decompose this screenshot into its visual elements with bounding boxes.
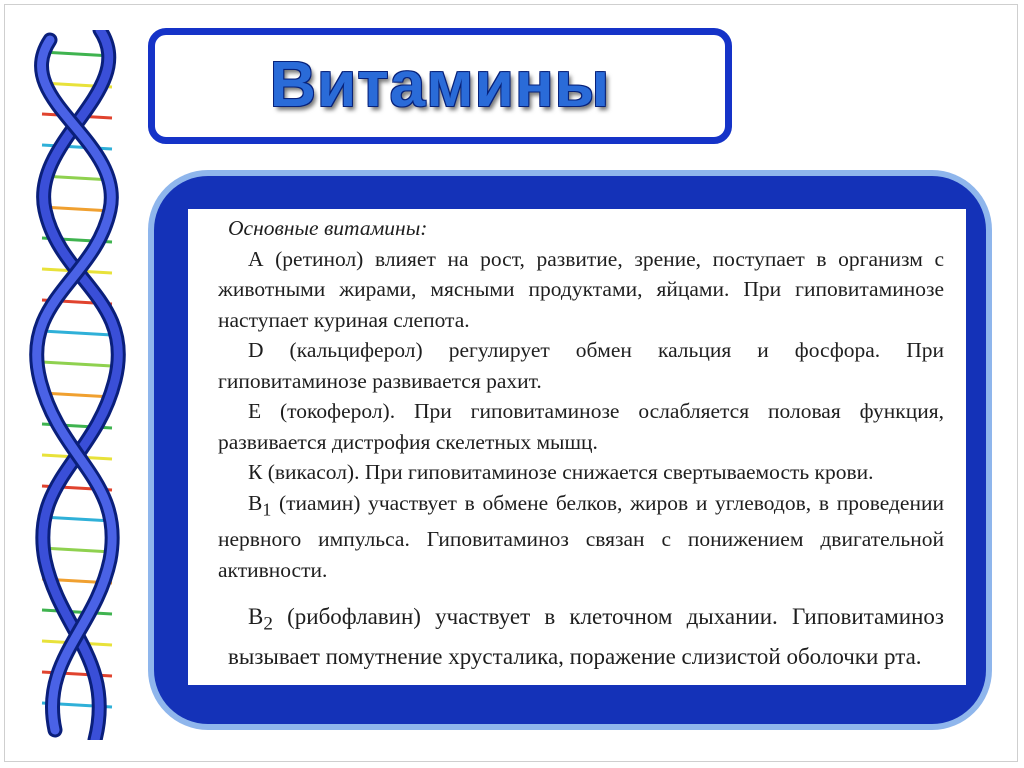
vitamin-a-paragraph: А (ретинол) влияет на рост, развитие, зрение, поступает в организм с животными жирами, мясными продуктами, яйцами. При гиповитаминозе наступает куриная слепота. — [218, 246, 944, 332]
dna-rung — [42, 610, 112, 614]
vitamin-b2-paragraph — [228, 601, 944, 673]
title-banner — [148, 28, 732, 144]
vitamin-e-paragraph: Е (токоферол). При гиповитаминозе ослабляется половая функция, развивается дистрофия скелетных мышц. — [218, 399, 944, 454]
b1-label: В — [248, 490, 263, 515]
text-scan-lower — [218, 595, 944, 673]
b1-text: (тиамин) участвует в обмене белков, жиров и углеводов, в проведении нервного импульса. Гиповитаминоз связан с понижением двигательной активности. — [218, 490, 944, 582]
dna-rung — [42, 362, 112, 366]
section-heading: Основные витамины: — [228, 216, 428, 240]
dna-rung — [42, 331, 112, 335]
slide-title: Витамины — [269, 48, 611, 120]
dna-rung — [42, 517, 112, 521]
dna-rung — [42, 548, 112, 552]
b2-label: В — [248, 604, 264, 629]
b2-text: (рибофлавин) участвует в клеточном дыхании. Гиповитаминоз вызывает помутнение хрусталика, поражение слизистой оболочки рта. — [228, 604, 944, 669]
dna-helix-icon — [20, 30, 130, 740]
text-scan-upper — [218, 213, 944, 595]
vitamin-k-paragraph: К (викасол). При гиповитаминозе снижается свертываемость крови. — [248, 460, 874, 484]
b1-subscript: 1 — [262, 498, 272, 519]
vitamin-d-paragraph: D (кальциферол) регулирует обмен кальция и фосфора. При гиповитаминозе развивается рахит. — [218, 338, 944, 393]
content-panel-inner — [154, 176, 986, 724]
vitamin-b1-paragraph — [218, 488, 944, 586]
text-card — [188, 209, 966, 685]
b2-subscript: 2 — [263, 613, 273, 635]
content-panel — [148, 170, 992, 730]
